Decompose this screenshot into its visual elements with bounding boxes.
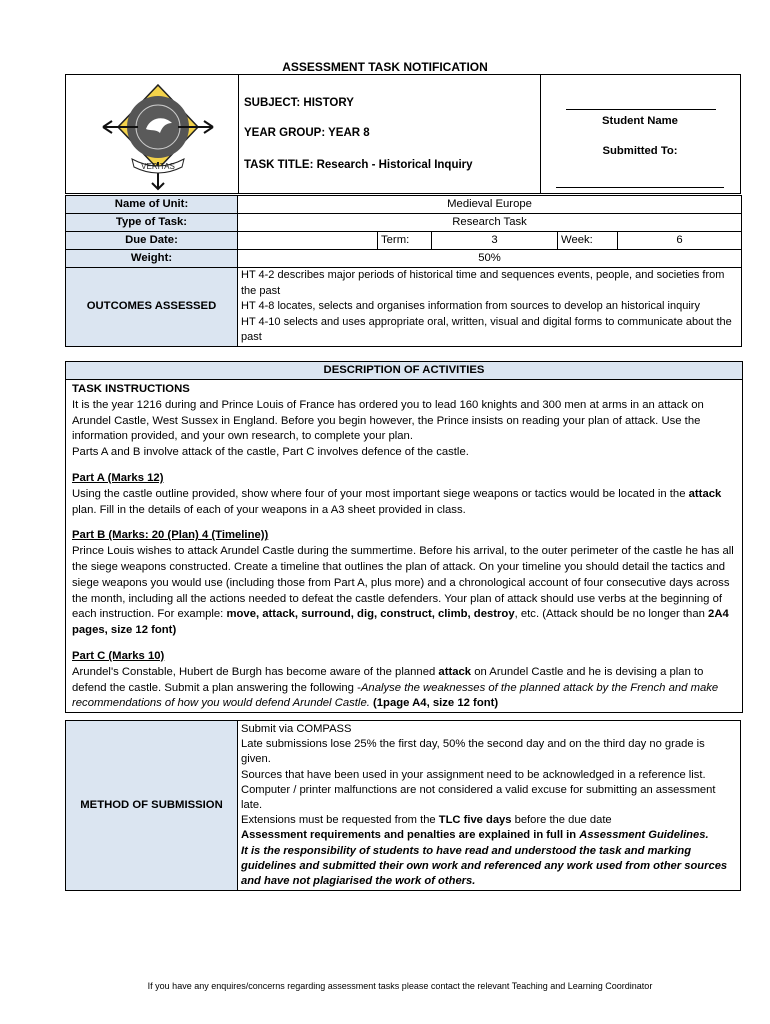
submitted-to-label: Submitted To:: [602, 145, 678, 157]
part-b-text: Prince Louis wishes to attack Arundel Castle during the summertime. Before his arrival, to the outer perimeter of the castle he has all the siege weapons constructed. Create a timeline that outlines the plan of attack. On your timeline you should detail the tactics and siege weapons you would use (including those from Part A, plus more) and a chronological account of four consecutive days across the month, including all the actions needed to defeat the castle defenders. Your plan of attack should use verbs at the beginning of each instruction. For example: move, attack, surround, dig, construct, climb, destroy, etc. (Attack should be no longer than 2A4 pages, size 12 font): [72, 545, 734, 637]
student-name-label: Student Name: [602, 115, 678, 127]
term-label: Term:: [378, 232, 432, 250]
submission-line: Submit via COMPASS: [241, 723, 352, 735]
type-value: Research Task: [238, 214, 742, 232]
part-a-heading: Part A (Marks 12): [72, 471, 164, 484]
submission-line: Late submissions lose 25% the first day, 50% the second day and on the third day no grade is given.: [241, 738, 705, 766]
outcome-item: HT 4-8 locates, selects and organises information from sources to develop an historical inquiry: [241, 300, 700, 312]
submission-details: [238, 721, 741, 891]
subject: SUBJECT: HISTORY: [244, 97, 354, 109]
crest-motto: VERITAS: [141, 162, 175, 171]
part-a-text: Using the castle outline provided, show where four of your most important siege weapons or tactics would be located in the attack plan. Fill in the details of each of your weapons in a A3 sheet provided in class.: [72, 487, 722, 516]
submitted-to-line[interactable]: [556, 187, 724, 188]
submission-label: METHOD OF SUBMISSION: [66, 721, 238, 891]
task-instructions-heading: TASK INSTRUCTIONS: [72, 383, 190, 395]
page-title: ASSESSMENT TASK NOTIFICATION: [282, 60, 488, 74]
year-group: YEAR GROUP: YEAR 8: [244, 127, 370, 139]
week-label: Week:: [558, 232, 618, 250]
task-title: TASK TITLE: Research - Historical Inquiry: [244, 159, 473, 171]
submission-line: It is the responsibility of students to have read and understood the task and marking guidelines and submitted their own work and referenced any work used from other sources and have not plagiarised the work of others.: [241, 844, 728, 888]
week-value: 6: [618, 232, 742, 250]
task-info-table: [65, 195, 742, 347]
outcome-item: HT 4-2 describes major periods of historical time and sequences events, people, and societies from the past: [241, 269, 725, 297]
part-c-heading: Part C (Marks 10): [72, 649, 165, 662]
description-heading: DESCRIPTION OF ACTIVITIES: [66, 362, 742, 380]
weight-label: Weight:: [66, 250, 238, 268]
header-box: [65, 74, 741, 194]
outcomes-label: OUTCOMES ASSESSED: [66, 268, 238, 347]
submission-line: Extensions must be requested from the TLC five days before the due date: [241, 814, 612, 827]
outcomes-list: [238, 268, 742, 347]
due-date-value: [238, 232, 378, 250]
part-c-text: Arundel's Constable, Hubert de Burgh has become aware of the planned attack on Arundel Castle and he is devising a plan to defend the castle. Submit a plan answering the following -Analyse the weaknesses of the planned attack by the French and make recommendations of how you would defend Arundel Castle. (1page A4, size 12 font): [72, 665, 719, 710]
submission-line: Sources that have been used in your assignment need to be acknowledged in a reference list.: [241, 768, 706, 781]
submission-line: Assessment requirements and penalties are explained in full in Assessment Guidelines.: [241, 829, 709, 842]
school-crest: [98, 77, 218, 192]
intro-text: It is the year 1216 during and Prince Louis of France has ordered you to lead 160 knights and 300 men at arms in an attack on Arundel Castle, West Sussex in England. Before you begin however, the Prince insists on reading your plan of attack. Use the information provided, and your own research, to complete your plan.: [72, 398, 704, 443]
intro-text-2: Parts A and B involve attack of the castle, Part C involves defence of the castle.: [72, 446, 469, 459]
outcome-item: HT 4-10 selects and uses appropriate oral, written, visual and digital forms to communicate about the past: [241, 315, 732, 343]
due-date-label: Due Date:: [66, 232, 238, 250]
part-b-heading: Part B (Marks: 20 (Plan) 4 (Timeline)): [72, 529, 269, 542]
weight-value: 50%: [238, 250, 742, 268]
submission-line: Computer / printer malfunctions are not considered a valid excuse for submitting an assessment late.: [241, 783, 716, 812]
header-info: [244, 97, 354, 109]
crest-icon: [98, 77, 218, 192]
student-name-line[interactable]: [566, 109, 716, 110]
footer-note: If you have any enquires/concerns regarding assessment tasks please contact the relevant Teaching and Learning Coordinator: [147, 981, 653, 991]
unit-value: Medieval Europe: [238, 196, 742, 214]
unit-label: Name of Unit:: [66, 196, 238, 214]
submission-table: [65, 720, 741, 891]
description-section: [65, 361, 743, 713]
type-label: Type of Task:: [66, 214, 238, 232]
term-value: 3: [432, 232, 558, 250]
